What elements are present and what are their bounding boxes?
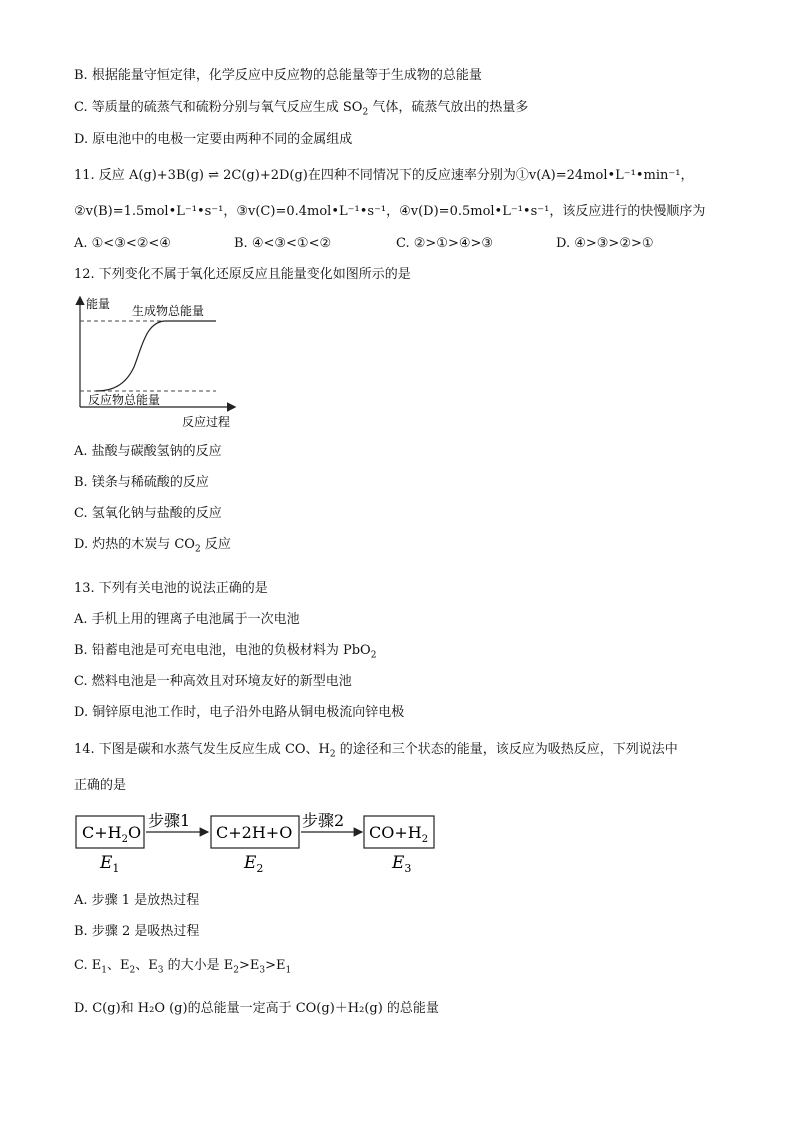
q13-option-b: B. 铅蓄电池是可充电电池，电池的负极材料为 PbO$_2$ bbox=[74, 643, 377, 661]
energy-graph bbox=[74, 292, 244, 432]
q12-stem: 12. 下列变化不属于氧化还原反应且能量变化如图所示的是 bbox=[74, 267, 411, 282]
q14-option-d: D. C(g)和 H₂O (g)的总能量一定高于 CO(g)＋H₂(g) 的总能量 bbox=[74, 1001, 439, 1016]
q11-option-c: C. ②>①>④>③ bbox=[396, 236, 494, 251]
q14-option-a: A. 步骤 1 是放热过程 bbox=[74, 893, 200, 908]
step2-label: 步骤2 bbox=[302, 811, 345, 830]
step1-label: 步骤1 bbox=[148, 811, 191, 830]
bottom-energy-label: 反应物总能量 bbox=[88, 393, 161, 407]
q12-option-b: B. 镁条与稀硫酸的反应 bbox=[74, 475, 209, 490]
q10-option-b: B. 根据能量守恒定律，化学反应中反应物的总能量等于生成物的总能量 bbox=[74, 68, 482, 83]
q12-option-c: C. 氢氧化钠与盐酸的反应 bbox=[74, 506, 222, 521]
q13-option-c: C. 燃料电池是一种高效且对环境友好的新型电池 bbox=[74, 674, 352, 689]
energy-e1-label: $E_1$ bbox=[100, 853, 120, 875]
energy-e3-label: $E_3$ bbox=[392, 853, 412, 875]
q11-options bbox=[74, 235, 714, 253]
y-axis-label: 能量 bbox=[86, 297, 111, 311]
q14-stem-2: 正确的是 bbox=[74, 778, 127, 793]
q12-option-a: A. 盐酸与碳酸氢钠的反应 bbox=[74, 444, 222, 459]
q11-stem: 11. 反应 A(g)+3B(g) ⇌ 2C(g)+2D(g)在四种不同情况下的反应速率分别为①v(A)=24mol•L⁻¹•min⁻¹， bbox=[74, 168, 694, 183]
q14-option-c: C. $E_1$、$E_2$、$E_3$ 的大小是 $E_2>E_3>E_1$ bbox=[74, 958, 292, 976]
energy-e2-label: $E_2$ bbox=[244, 853, 264, 875]
q12-option-d: D. 灼热的木炭与 $CO_2$ 反应 bbox=[74, 537, 231, 555]
q11-option-a: A. ①<③<②<④ bbox=[74, 236, 171, 251]
state-box-1-label: $C+H_2O$ bbox=[82, 823, 142, 845]
q14-option-b: B. 步骤 2 是吸热过程 bbox=[74, 924, 200, 939]
top-energy-label: 生成物总能量 bbox=[132, 304, 205, 318]
state-box-2-label: C+2H+O bbox=[216, 823, 293, 842]
q13-option-d: D. 铜锌原电池工作时，电子沿外电路从铜电极流向锌电极 bbox=[74, 705, 405, 720]
q11-option-d: D. ④>③>②>① bbox=[556, 236, 654, 251]
energy-curve bbox=[96, 321, 216, 391]
state-box-3-label: $CO+H_2$ bbox=[369, 823, 429, 845]
q11-stem-2: ②v(B)=1.5mol•L⁻¹•s⁻¹，③v(C)=0.4mol•L⁻¹•s⁻¹，④v(D)=0.5mol•L⁻¹•s⁻¹，该反应进行的快慢顺序为 bbox=[74, 204, 706, 219]
q10-option-c: C. 等质量的硫蒸气和硫粉分别与氧气反应生成 $SO_2$ 气体，硫蒸气放出的热量多 bbox=[74, 100, 529, 118]
q13-option-a: A. 手机上用的锂离子电池属于一次电池 bbox=[74, 612, 300, 627]
q11-option-b: B. ④<③<①<② bbox=[234, 236, 332, 251]
x-axis-label: 反应过程 bbox=[182, 415, 231, 429]
q14-stem: 14. 下图是碳和水蒸气发生反应生成 CO、$H_2$ 的途径和三个状态的能量，该反应为吸热反应，下列说法中 bbox=[74, 742, 678, 760]
q10-option-d: D. 原电池中的电极一定要由两种不同的金属组成 bbox=[74, 132, 353, 147]
q13-stem: 13. 下列有关电池的说法正确的是 bbox=[74, 581, 268, 596]
reaction-path-diagram bbox=[74, 806, 444, 878]
